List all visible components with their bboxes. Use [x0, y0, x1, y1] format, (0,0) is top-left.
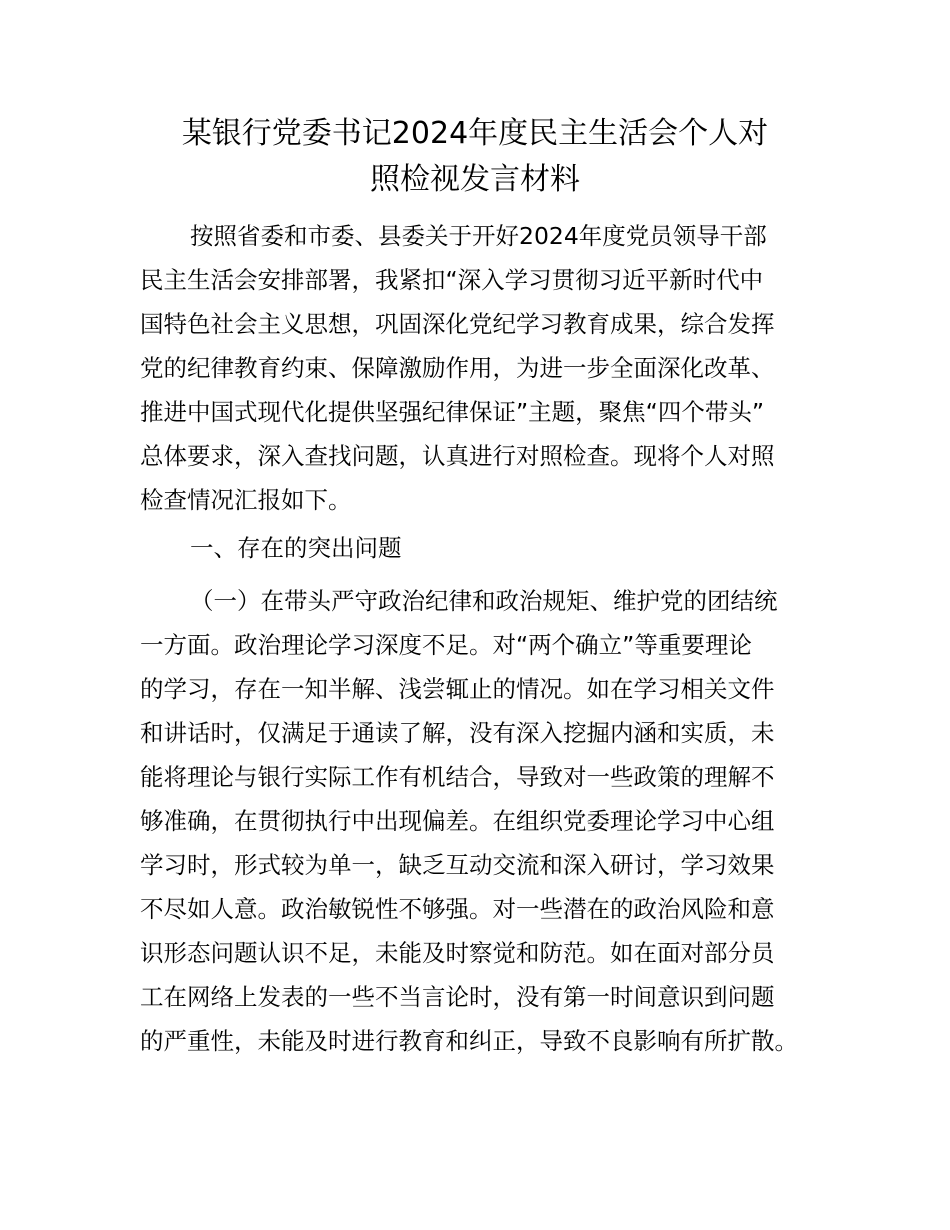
document-title-line-2: 照检视发言材料 [370, 162, 580, 197]
paragraph-2-line-11: 的严重性，未能及时进行教育和纠正，导致不良影响有所扩散。 [140, 1027, 798, 1055]
paragraph-2-line-2: 一方面。政治理论学习深度不足。对“两个确立”等重要理论 [140, 631, 752, 659]
paragraph-2-line-3: 的学习，存在一知半解、浅尝辄止的情况。如在学习相关文件 [140, 675, 775, 703]
paragraph-2-line-10: 工在网络上发表的一些不当言论时，没有第一时间意识到问题 [140, 983, 775, 1011]
paragraph-1-line-6: 总体要求，深入查找问题，认真进行对照检查。现将个人对照 [140, 442, 775, 470]
paragraph-2-line-4: 和讲话时，仅满足于通读了解，没有深入挖掘内涵和实质，未 [140, 719, 775, 747]
document-title-line-1: 某银行党委书记2024年度民主生活会个人对 [181, 116, 769, 151]
paragraph-2-line-1: （一）在带头严守政治纪律和政治规矩、维护党的团结统 [190, 587, 778, 615]
paragraph-2-line-7: 学习时，形式较为单一，缺乏互动交流和深入研讨，学习效果 [140, 851, 775, 879]
section-heading: 一、存在的突出问题 [190, 534, 402, 562]
paragraph-1-line-4: 党的纪律教育约束、保障激励作用，为进一步全面深化改革、 [140, 354, 775, 382]
paragraph-2-line-8: 不尽如人意。政治敏锐性不够强。对一些潜在的政治风险和意 [140, 895, 775, 923]
paragraph-1-line-3: 国特色社会主义思想，巩固深化党纪学习教育成果，综合发挥 [140, 310, 775, 338]
paragraph-1-line-5: 推进中国式现代化提供坚强纪律保证”主题，聚焦“四个带头” [140, 398, 765, 426]
paragraph-1-line-1: 按照省委和市委、县委关于开好2024年度党员领导干部 [190, 222, 767, 250]
paragraph-2-line-5: 能将理论与银行实际工作有机结合，导致对一些政策的理解不 [140, 763, 775, 791]
paragraph-2-line-9: 识形态问题认识不足，未能及时察觉和防范。如在面对部分员 [140, 939, 775, 967]
paragraph-1-line-7: 检查情况汇报如下。 [140, 486, 352, 514]
paragraph-2-line-6: 够准确，在贯彻执行中出现偏差。在组织党委理论学习中心组 [140, 807, 775, 835]
paragraph-1-line-2: 民主生活会安排部署，我紧扣“深入学习贯彻习近平新时代中 [140, 266, 764, 294]
